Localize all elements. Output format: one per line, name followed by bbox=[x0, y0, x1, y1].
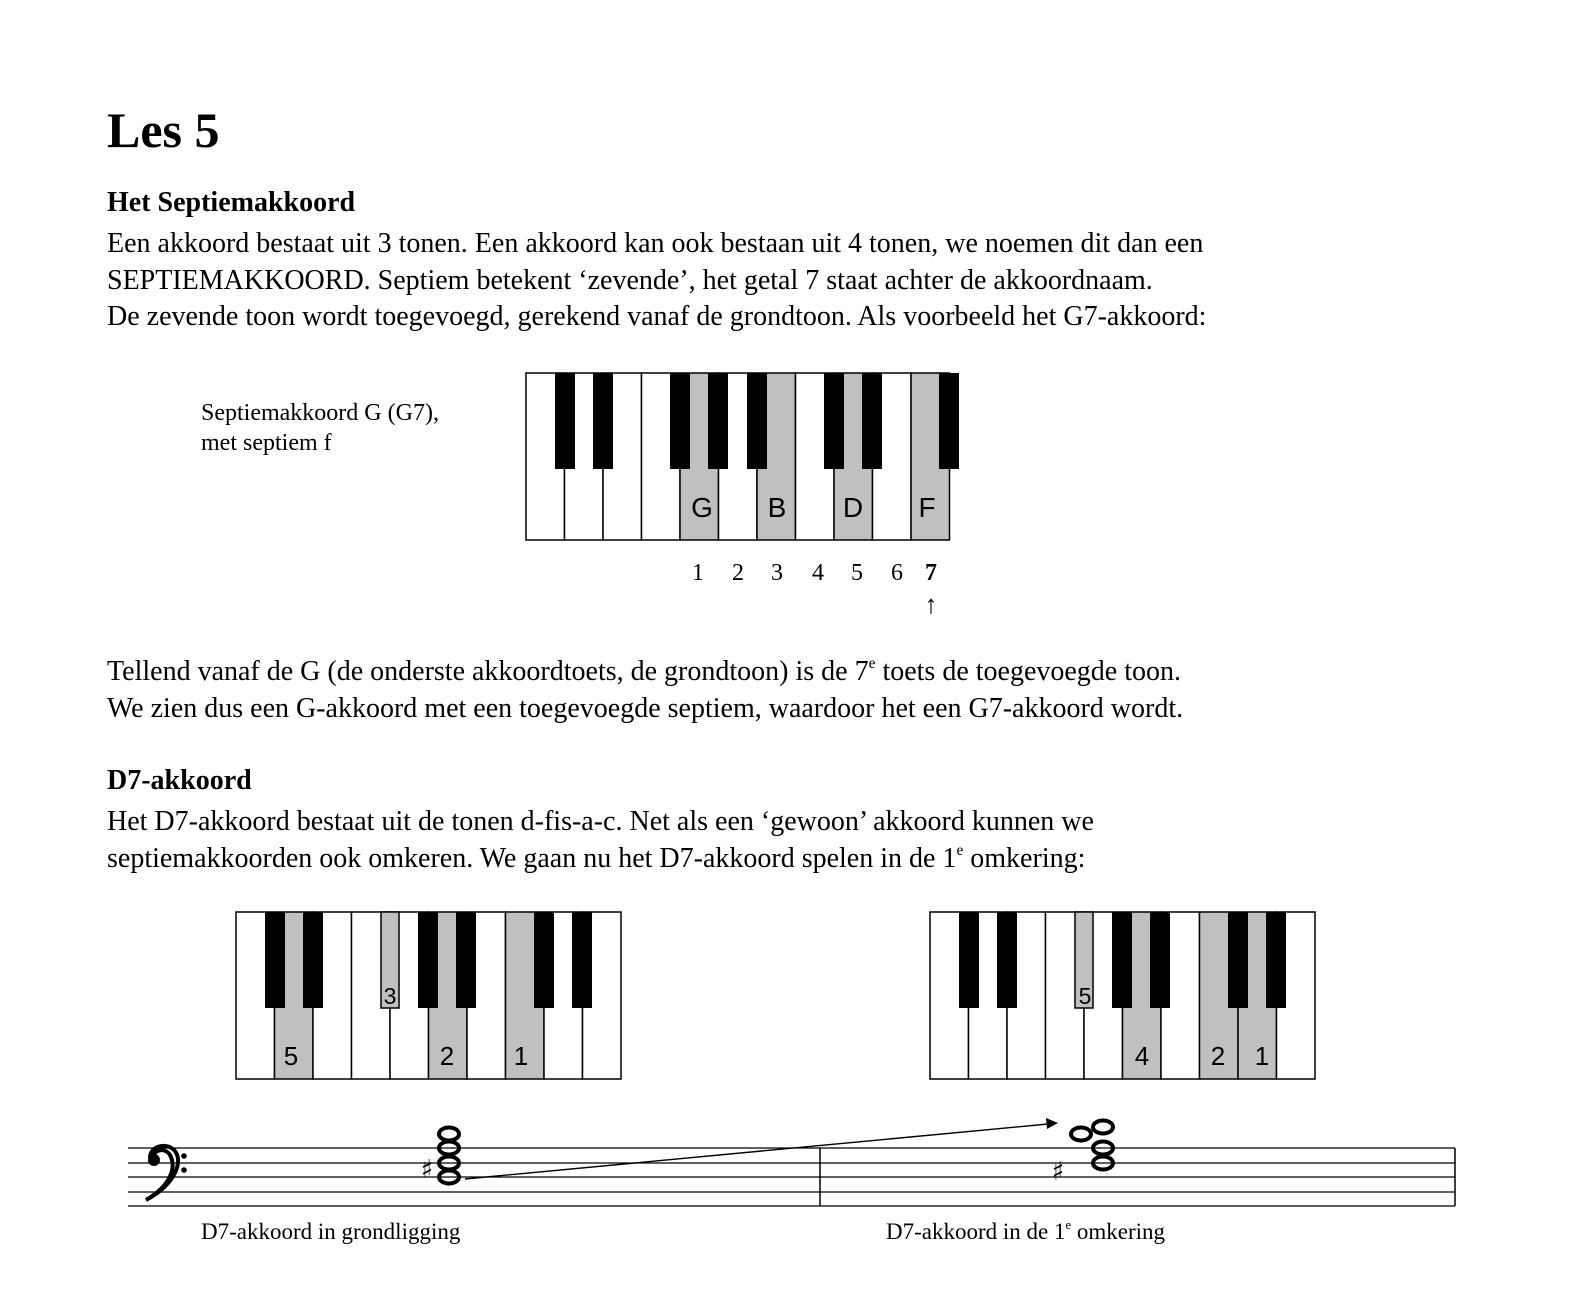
explanation-line-2: We zien dus een G-akkoord met een toegevoegde septiem, waardoor het een G7-akkoord wordt. bbox=[107, 692, 1184, 724]
caption-root-position: D7-akkoord in grondligging bbox=[201, 1219, 461, 1244]
g7-caption-line-2: met septiem f bbox=[201, 430, 332, 456]
intro-line-3: De zevende toon wordt toegevoegd, gerekend vanaf de grondtoon. Als voorbeeld het G7-akkoord: bbox=[107, 301, 1207, 332]
section-heading-d7: D7-akkoord bbox=[107, 765, 252, 796]
arrow-up-icon: ↑ bbox=[924, 590, 938, 619]
intro-line-2: SEPTIEMAKKOORD. Septiem betekent ‘zevende’, het getal 7 staat achter de akkoordnaam. bbox=[107, 264, 1153, 296]
step-number: 3 bbox=[771, 560, 783, 586]
arrow-head-icon bbox=[1046, 1118, 1058, 1129]
caption-first-inversion: D7-akkoord in de 1e omkering bbox=[886, 1218, 1166, 1244]
key-label-g: G bbox=[691, 492, 713, 523]
move-arrow bbox=[465, 1124, 1048, 1179]
section-heading-septiemakkoord: Het Septiemakkoord bbox=[107, 187, 356, 218]
explanation-paragraph bbox=[107, 654, 1183, 727]
d7-inversion-keyboard bbox=[930, 912, 1315, 1079]
key-label-f: F bbox=[918, 492, 936, 523]
step-number: 5 bbox=[851, 560, 863, 586]
d7-root-keyboard bbox=[236, 912, 621, 1079]
step-number-seventh: 7 bbox=[925, 560, 937, 586]
d7-line-1: Het D7-akkoord bestaat uit de tonen d-fis-a-c. Net als een ‘gewoon’ akkoord kunnen we bbox=[107, 806, 1094, 837]
intro-line-1: Een akkoord bestaat uit 3 tonen. Een akkoord kan ook bestaan uit 4 tonen, we noemen dit dan een bbox=[107, 228, 1204, 259]
finger-label: 1 bbox=[513, 1041, 529, 1071]
finger-label: 4 bbox=[1134, 1041, 1150, 1071]
finger-label: 5 bbox=[283, 1041, 299, 1071]
page-title: Les 5 bbox=[107, 102, 220, 158]
step-number: 2 bbox=[732, 560, 744, 586]
step-numbers bbox=[692, 560, 938, 619]
step-number: 6 bbox=[891, 560, 903, 586]
step-number: 1 bbox=[692, 560, 704, 586]
sharp-icon: ♯ bbox=[420, 1155, 434, 1185]
sharp-icon: ♯ bbox=[1051, 1157, 1065, 1187]
d7-line-2: septiemakkoorden ook omkeren. We gaan nu het D7-akkoord spelen in de 1e omkering: bbox=[107, 841, 1086, 874]
d7-paragraph bbox=[107, 804, 1094, 877]
finger-label: 5 bbox=[1078, 983, 1092, 1009]
g7-caption-line-1: Septiemakkoord G (G7), bbox=[201, 400, 439, 426]
finger-label: 2 bbox=[439, 1041, 455, 1071]
key-label-d: D bbox=[842, 492, 864, 523]
finger-label: 2 bbox=[1210, 1041, 1226, 1071]
key-label-b: B bbox=[767, 492, 787, 523]
step-number: 4 bbox=[812, 560, 824, 586]
finger-label: 3 bbox=[383, 983, 397, 1009]
finger-label: 1 bbox=[1254, 1041, 1270, 1071]
bass-staff bbox=[128, 1118, 1455, 1206]
explanation-line-1: Tellend vanaf de G (de onderste akkoordtoets, de grondtoon) is de 7e toets de toegevoegde toon. bbox=[107, 655, 1182, 687]
g7-keyboard bbox=[526, 373, 959, 540]
